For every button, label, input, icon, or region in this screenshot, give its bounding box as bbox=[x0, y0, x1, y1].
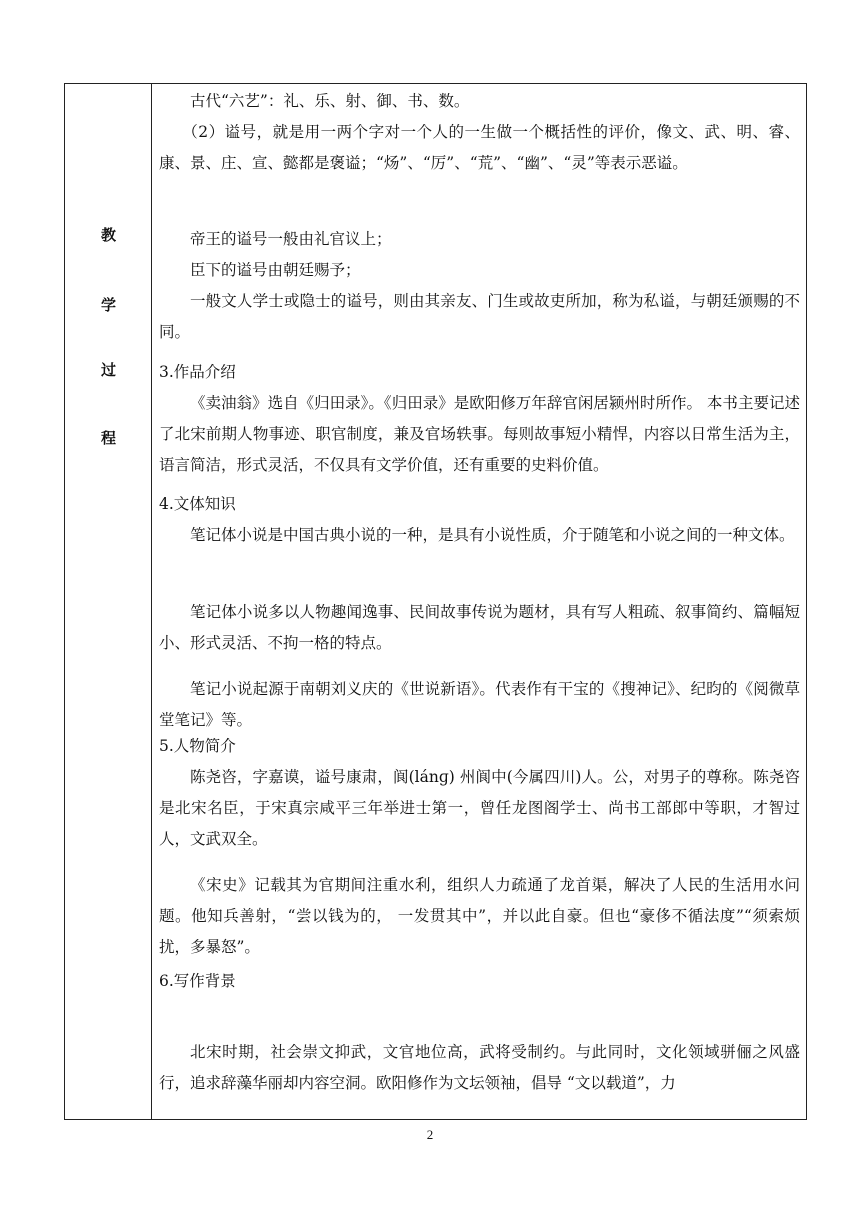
emperor-title-line: 帝王的谥号一般由礼官议上； bbox=[190, 230, 392, 248]
genre-paragraph-1: 笔记体小说是中国古典小说的一种，是具有小说性质，介于随笔和小说之间的一种文体。 bbox=[190, 526, 795, 544]
person-paragraph-2: 《宋史》记载其为官期间注重水利，组织人力疏通了龙首渠，解决了人民的生活用水问题。他知兵善射，“尝以钱为的， 一发贯其中”，并以此自豪。但也“豪侈不循法度”“须索烦扰，多暴怒”。 bbox=[159, 876, 800, 956]
page-number: 2 bbox=[426, 1127, 434, 1142]
work-intro-paragraph: 《卖油翁》选自《归田录》。《归田录》是欧阳修万年辞官闲居颍州时所作。 本书主要记述了北宋前期人物事迹、职官制度，兼及官场轶事。每则故事短小精悍，内容以日常生活为主，语言简洁，形式灵活，不仅具有文学价值，还有重要的史料价值。 bbox=[159, 394, 800, 474]
section-heading-background: 6.写作背景 bbox=[159, 972, 236, 990]
section-heading-person: 5.人物简介 bbox=[159, 737, 236, 755]
posthumous-title-paragraph: （2）谥号，就是用一两个字对一个人的一生做一个概括性的评价，像文、武、明、睿、康、景、庄、宣、懿都是褒谥；“炀”、“厉”、“荒”、“幽”、“灵”等表示恶谥。 bbox=[159, 123, 800, 172]
section-heading-work: 3.作品介绍 bbox=[159, 363, 236, 381]
person-paragraph-1: 陈尧咨，字嘉谟，谥号康肃，阆(lánɡ) 州阆中(今属四川)人。公，对男子的尊称。陈尧咨是北宋名臣，于宋真宗咸平三年举进士第一，曾任龙图阁学士、尚书工部郎中等职，才智过人，文武双全。 bbox=[159, 768, 800, 848]
official-title-line: 臣下的谥号由朝廷赐予； bbox=[190, 261, 361, 279]
background-paragraph: 北宋时期，社会崇文抑武，文官地位高，武将受制约。与此同时，文化领域骈俪之风盛行，追求辞藻华丽却内容空洞。欧阳修作为文坛领袖，倡导 “文以载道”，力 bbox=[159, 1043, 800, 1092]
content-cell bbox=[152, 84, 806, 1119]
six-arts-line: 古代“六艺”：礼、乐、射、御、书、数。 bbox=[190, 92, 470, 110]
side-label-char: 程 bbox=[100, 429, 116, 447]
side-label-char: 学 bbox=[100, 296, 116, 314]
genre-paragraph-2: 笔记体小说多以人物趣闻逸事、民间故事传说为题材，具有写人粗疏、叙事简约、篇幅短小、形式灵活、不拘一格的特点。 bbox=[159, 603, 800, 652]
lesson-table bbox=[64, 83, 807, 1120]
section-heading-genre: 4.文体知识 bbox=[159, 495, 236, 513]
genre-paragraph-3: 笔记小说起源于南朝刘义庆的《世说新语》。代表作有干宝的《搜神记》、纪昀的《阅微草堂笔记》等。 bbox=[159, 680, 800, 729]
side-label-char: 过 bbox=[100, 361, 116, 379]
side-label-char: 教 bbox=[100, 226, 116, 244]
side-label-cell bbox=[65, 84, 152, 1119]
private-title-paragraph: 一般文人学士或隐士的谥号，则由其亲友、门生或故吏所加，称为私谥，与朝廷颁赐的不同。 bbox=[159, 292, 800, 341]
